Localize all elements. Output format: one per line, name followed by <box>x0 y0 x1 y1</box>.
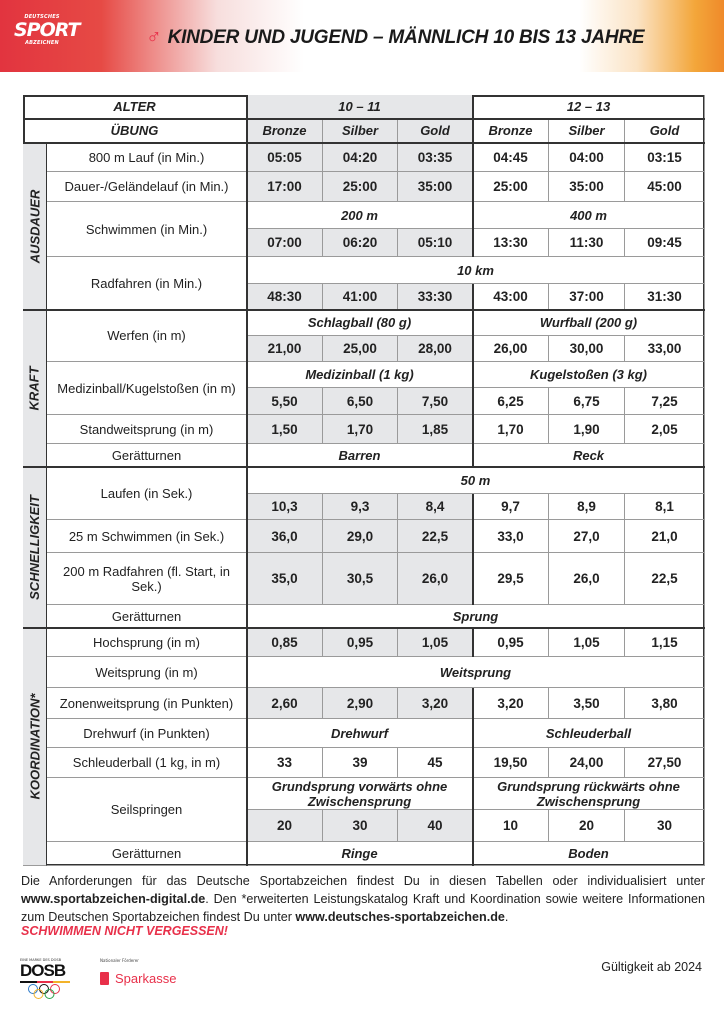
value-cell: 45 <box>398 748 473 778</box>
value-cell: 04:00 <box>549 143 625 172</box>
value-cell: 04:20 <box>323 143 398 172</box>
discipline-label: Wurfball (200 g) <box>473 310 705 336</box>
value-cell: 3,20 <box>473 688 549 719</box>
dosb-logo <box>20 958 72 1014</box>
value-cell: 26,00 <box>473 336 549 362</box>
category-koordination <box>23 628 47 866</box>
value-cell: 9,3 <box>323 494 398 520</box>
value-cell: 24,00 <box>549 748 625 778</box>
page-header <box>0 0 724 72</box>
value-cell: 21,0 <box>625 520 705 553</box>
medal-header: Bronze <box>247 119 323 143</box>
validity-note: Gültigkeit ab 2024 <box>601 960 702 974</box>
value-cell: 19,50 <box>473 748 549 778</box>
exercise-label: Schleuderball (1 kg, in m) <box>47 748 247 778</box>
value-cell: 35,0 <box>247 553 323 605</box>
dosb-tagline: EINE MARKE DES DOSB <box>20 958 61 962</box>
discipline-label: 400 m <box>473 202 705 229</box>
category-ausdauer-label: AUSDAUER <box>27 189 43 263</box>
page-title-text: KINDER UND JUGEND – MÄNNLICH 10 BIS 13 JAHRE <box>167 27 645 48</box>
exercise-label: Werfen (in m) <box>47 310 247 362</box>
value-cell: 1,05 <box>549 628 625 657</box>
value-cell: 33,0 <box>473 520 549 553</box>
medal-header: Gold <box>398 119 473 143</box>
medal-header: Gold <box>625 119 705 143</box>
value-cell: 03:15 <box>625 143 705 172</box>
medal-header: Silber <box>323 119 398 143</box>
value-cell: 10 <box>473 810 549 842</box>
discipline-label: Reck <box>473 444 705 467</box>
logo-bottom-text: ABZEICHEN <box>25 40 59 46</box>
value-cell: 0,95 <box>473 628 549 657</box>
value-cell: 37:00 <box>549 284 625 310</box>
value-cell: 41:00 <box>323 284 398 310</box>
medal-header: Bronze <box>473 119 549 143</box>
sportabzeichen-digital-link[interactable]: www.sportabzeichen-digital.de <box>21 892 206 906</box>
value-cell: 35:00 <box>398 172 473 202</box>
value-cell: 11:30 <box>549 229 625 257</box>
exercise-label: Hochsprung (in m) <box>47 628 247 657</box>
section-divider <box>23 142 705 144</box>
value-cell: 17:00 <box>247 172 323 202</box>
discipline-label: Ringe <box>247 842 473 866</box>
value-cell: 0,85 <box>247 628 323 657</box>
value-cell: 05:10 <box>398 229 473 257</box>
discipline-label: Schlagball (80 g) <box>247 310 473 336</box>
column-divider <box>472 688 474 866</box>
exercise-label: Seilspringen <box>47 778 247 842</box>
section-divider <box>23 309 705 311</box>
exercise-label: Weitsprung (in m) <box>47 657 247 688</box>
value-cell: 1,90 <box>549 415 625 444</box>
swim-reminder: SCHWIMMEN NICHT VERGESSEN! <box>21 924 228 938</box>
value-cell: 13:30 <box>473 229 549 257</box>
value-cell: 30,5 <box>323 553 398 605</box>
category-schnelligkeit <box>23 467 47 628</box>
exercise-label: Gerätturnen <box>47 444 247 467</box>
exercise-label: Drehwurf (in Punkten) <box>47 719 247 748</box>
value-cell: 29,0 <box>323 520 398 553</box>
value-cell: 39 <box>323 748 398 778</box>
value-cell: 43:00 <box>473 284 549 310</box>
value-cell: 2,90 <box>323 688 398 719</box>
value-cell: 6,75 <box>549 388 625 415</box>
logo-top-text: DEUTSCHES <box>24 14 60 20</box>
value-cell: 22,5 <box>625 553 705 605</box>
footer-text-part: . <box>504 910 509 924</box>
value-cell: 04:45 <box>473 143 549 172</box>
footer-info-text <box>21 872 705 926</box>
value-cell: 40 <box>398 810 473 842</box>
medal-header: Silber <box>549 119 625 143</box>
value-cell: 1,15 <box>625 628 705 657</box>
exercise-label: Standweitsprung (in m) <box>47 415 247 444</box>
value-cell: 05:05 <box>247 143 323 172</box>
discipline-label: Barren <box>247 444 473 467</box>
logo-main-text: SPORT <box>14 19 80 41</box>
value-cell: 3,20 <box>398 688 473 719</box>
value-cell: 6,50 <box>323 388 398 415</box>
value-cell: 48:30 <box>247 284 323 310</box>
value-cell: 1,85 <box>398 415 473 444</box>
exercise-label: 200 m Radfahren (fl. Start, in Sek.) <box>47 553 247 605</box>
column-divider <box>472 95 474 257</box>
value-cell: 33,00 <box>625 336 705 362</box>
value-cell: 03:35 <box>398 143 473 172</box>
category-kraft-label: KRAFT <box>27 365 43 411</box>
column-divider <box>472 494 474 605</box>
value-cell: 25:00 <box>473 172 549 202</box>
value-cell: 8,9 <box>549 494 625 520</box>
dosb-name: DOSB <box>20 961 66 980</box>
column-divider <box>472 284 474 467</box>
value-cell: 2,60 <box>247 688 323 719</box>
value-cell: 45:00 <box>625 172 705 202</box>
value-cell: 35:00 <box>549 172 625 202</box>
value-cell: 3,80 <box>625 688 705 719</box>
value-cell: 9,7 <box>473 494 549 520</box>
value-cell: 1,05 <box>398 628 473 657</box>
discipline-label: Medizinball (1 kg) <box>247 362 473 388</box>
value-cell: 20 <box>549 810 625 842</box>
exercise-label: Radfahren (in Min.) <box>47 257 247 310</box>
value-cell: 0,95 <box>323 628 398 657</box>
value-cell: 7,25 <box>625 388 705 415</box>
column-divider <box>246 95 248 866</box>
value-cell: 2,05 <box>625 415 705 444</box>
exercise-label: Gerätturnen <box>47 842 247 866</box>
value-cell: 07:00 <box>247 229 323 257</box>
discipline-label: Weitsprung <box>247 657 705 688</box>
discipline-label: Boden <box>473 842 705 866</box>
exercise-label: Zonenweitsprung (in Punkten) <box>47 688 247 719</box>
exercise-label: Gerätturnen <box>47 605 247 628</box>
value-cell: 28,00 <box>398 336 473 362</box>
category-ausdauer <box>23 143 47 310</box>
value-cell: 26,0 <box>398 553 473 605</box>
value-cell: 36,0 <box>247 520 323 553</box>
value-cell: 5,50 <box>247 388 323 415</box>
value-cell: 20 <box>247 810 323 842</box>
uebung-header: ÜBUNG <box>23 119 247 143</box>
footer-text-part: . Den *erweiterten Leistungskatalog Kraft und Koordination sowie weitere Informationen zum Deutschen Sportabzeichen findest Du unter <box>21 892 705 924</box>
category-koordination-label: KOORDINATION* <box>27 693 42 800</box>
discipline-label: 200 m <box>247 202 473 229</box>
discipline-label: Sprung <box>247 605 705 628</box>
discipline-label: Grundsprung rückwärts ohne Zwischensprung <box>473 778 705 810</box>
value-cell: 21,00 <box>247 336 323 362</box>
exercise-label: Medizinball/Kugelstoßen (in m) <box>47 362 247 415</box>
male-symbol-icon: ♂ <box>146 25 162 48</box>
value-cell: 3,50 <box>549 688 625 719</box>
value-cell: 31:30 <box>625 284 705 310</box>
value-cell: 8,1 <box>625 494 705 520</box>
value-cell: 30 <box>323 810 398 842</box>
value-cell: 1,70 <box>473 415 549 444</box>
sportabzeichen-logo <box>14 14 80 62</box>
value-cell: 22,5 <box>398 520 473 553</box>
value-cell: 33 <box>247 748 323 778</box>
exercise-label: 800 m Lauf (in Min.) <box>47 143 247 172</box>
discipline-label: 10 km <box>247 257 705 284</box>
value-cell: 26,0 <box>549 553 625 605</box>
sparkasse-icon <box>100 972 109 985</box>
sponsor-tagline: Nationaler Förderer <box>100 958 139 963</box>
alter-header: ALTER <box>23 95 247 119</box>
sparkasse-logo <box>100 958 176 987</box>
requirements-table <box>23 95 705 866</box>
exercise-label: 25 m Schwimmen (in Sek.) <box>47 520 247 553</box>
column-divider <box>472 628 474 657</box>
discipline-label: Drehwurf <box>247 719 473 748</box>
footer-text-part: Die Anforderungen für das Deutsche Sportabzeichen findest Du in diesen Tabellen oder individualisiert unter <box>21 874 705 888</box>
section-divider <box>23 627 705 629</box>
section-divider <box>23 466 705 468</box>
exercise-label: Laufen (in Sek.) <box>47 467 247 520</box>
value-cell: 33:30 <box>398 284 473 310</box>
value-cell: 1,70 <box>323 415 398 444</box>
value-cell: 7,50 <box>398 388 473 415</box>
value-cell: 06:20 <box>323 229 398 257</box>
value-cell: 27,50 <box>625 748 705 778</box>
deutsches-sportabzeichen-link[interactable]: www.deutsches-sportabzeichen.de <box>295 910 505 924</box>
sponsor-name: Sparkasse <box>115 971 177 986</box>
value-cell: 29,5 <box>473 553 549 605</box>
value-cell: 30 <box>625 810 705 842</box>
value-cell: 1,50 <box>247 415 323 444</box>
value-cell: 6,25 <box>473 388 549 415</box>
discipline-label: Grundsprung vorwärts ohne Zwischensprung <box>247 778 473 810</box>
category-kraft <box>23 310 47 467</box>
page-title <box>146 25 644 49</box>
section-divider <box>23 118 705 120</box>
value-cell: 27,0 <box>549 520 625 553</box>
exercise-label: Dauer-/Geländelauf (in Min.) <box>47 172 247 202</box>
age-group-12-13: 12 – 13 <box>473 95 705 119</box>
discipline-label: 50 m <box>247 467 705 494</box>
value-cell: 25,00 <box>323 336 398 362</box>
value-cell: 30,00 <box>549 336 625 362</box>
value-cell: 10,3 <box>247 494 323 520</box>
value-cell: 25:00 <box>323 172 398 202</box>
olympic-rings-icon <box>20 983 70 1001</box>
value-cell: 09:45 <box>625 229 705 257</box>
category-schnelligkeit-label: SCHNELLIGKEIT <box>27 494 43 600</box>
exercise-label: Schwimmen (in Min.) <box>47 202 247 257</box>
discipline-label: Schleuderball <box>473 719 705 748</box>
discipline-label: Kugelstoßen (3 kg) <box>473 362 705 388</box>
value-cell: 8,4 <box>398 494 473 520</box>
age-group-10-11: 10 – 11 <box>247 95 473 119</box>
